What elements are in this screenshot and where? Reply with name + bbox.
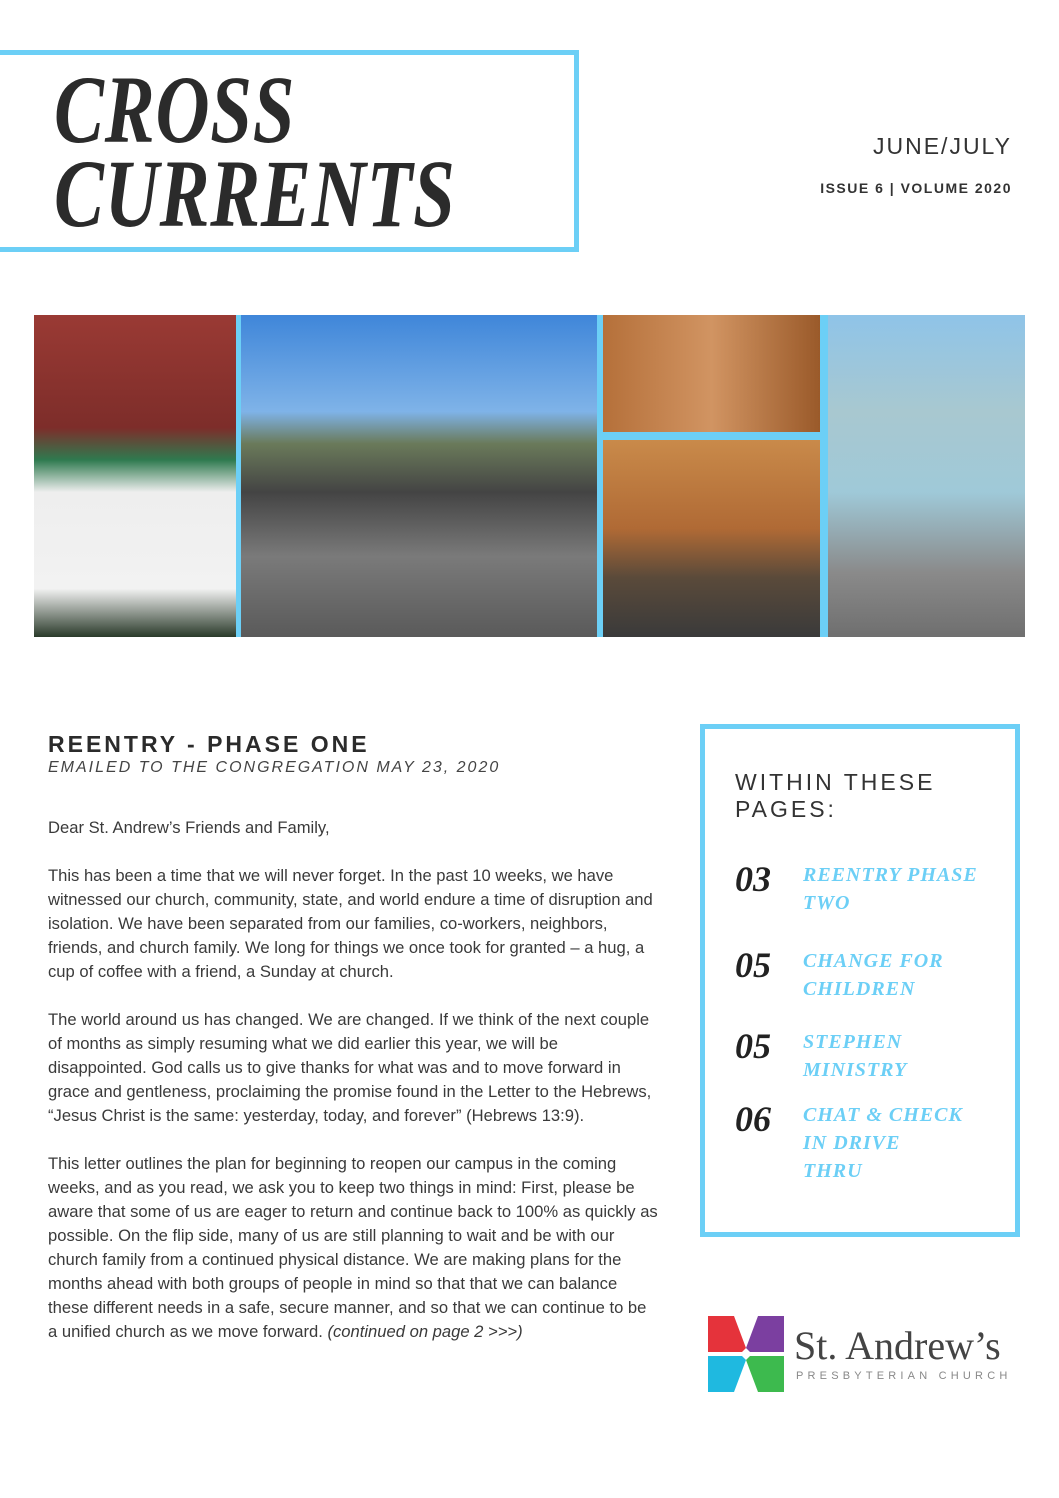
contents-label: STEPHEN MINISTRY bbox=[803, 1031, 908, 1081]
issue-number: ISSUE 6 | VOLUME 2020 bbox=[820, 180, 1012, 196]
page-number: 06 bbox=[735, 1099, 771, 1139]
contents-label: CHANGE FOR CHILDREN bbox=[803, 950, 944, 1000]
logo-tagline: PRESBYTERIAN CHURCH bbox=[796, 1370, 1012, 1382]
cross-logo-icon bbox=[706, 1314, 786, 1394]
article-heading: REENTRY - PHASE ONE bbox=[48, 731, 370, 757]
photo-sanctuary-livestream bbox=[603, 440, 820, 637]
contents-title: WITHIN THESE PAGES: bbox=[735, 769, 936, 822]
page-number: 05 bbox=[735, 1026, 771, 1066]
article-paragraph: The world around us has changed. We are changed. If we think of the next couple of months as simply resuming what we did earlier this year, we will be disappointed. God calls us to give thanks for what was and to move forward in grace and gentleness, proclaiming the promise found in the Letter to the Hebrews, “Jesus Christ is the same: yesterday, today, and forever” (Hebrews 13:9). bbox=[48, 1010, 652, 1125]
photo-drive-thru bbox=[828, 315, 1025, 637]
article-subtitle: EMAILED TO THE CONGREGATION MAY 23, 2020 bbox=[48, 759, 501, 776]
photo-graduation-car bbox=[241, 315, 597, 637]
paragraph-text: This letter outlines the plan for beginning to reopen our campus in the coming weeks, and as you read, we ask you to keep two things in mind: First, please be aware that some of us are eager to return and continue back to 100% as quickly as possible. On the flip side, many of us are still planning to wait and be with our church family from a continued physical distance. We are making plans for the months ahead with both groups of people in mind so that that we can balance these different needs in a safe, secure manner, and so that we can continue to be a unified church as we move forward. bbox=[48, 1154, 658, 1341]
photo-pastor-preaching bbox=[603, 315, 820, 432]
masthead-title-line2: CURRENTS bbox=[54, 140, 456, 247]
contents-item[interactable] bbox=[735, 861, 993, 917]
article-body bbox=[48, 816, 658, 1368]
continued-link[interactable]: (continued on page 2 >>>) bbox=[327, 1322, 523, 1341]
logo-name: St. Andrew’s bbox=[794, 1323, 1001, 1368]
church-logo bbox=[706, 1314, 1018, 1394]
photo-graduate-sign bbox=[34, 315, 236, 637]
article-paragraph: Dear St. Andrew’s Friends and Family, bbox=[48, 818, 330, 837]
contents-item[interactable] bbox=[735, 1101, 963, 1185]
article-paragraph: This has been a time that we will never forget. In the past 10 weeks, we have witnessed our church, community, state, and world endure a time of disruption and isolation. We have been separated from our families, co-workers, neighbors, friends, and church family. We long for things we once took for granted – a hug, a cup of coffee with a friend, a Sunday at church. bbox=[48, 866, 653, 981]
contents-label: CHAT & CHECK IN DRIVE THRU bbox=[803, 1104, 963, 1182]
issue-date: JUNE/JULY bbox=[873, 133, 1012, 159]
photo-collage bbox=[34, 315, 1025, 637]
masthead-title-line1: CROSS bbox=[54, 56, 296, 163]
page-number: 03 bbox=[735, 859, 771, 899]
contents-box bbox=[700, 724, 1020, 1237]
contents-item[interactable] bbox=[735, 947, 993, 1003]
page-number: 05 bbox=[735, 945, 771, 985]
contents-label: REENTRY PHASE TWO bbox=[803, 864, 978, 914]
contents-item[interactable] bbox=[735, 1028, 993, 1084]
article-paragraph bbox=[48, 1152, 658, 1344]
